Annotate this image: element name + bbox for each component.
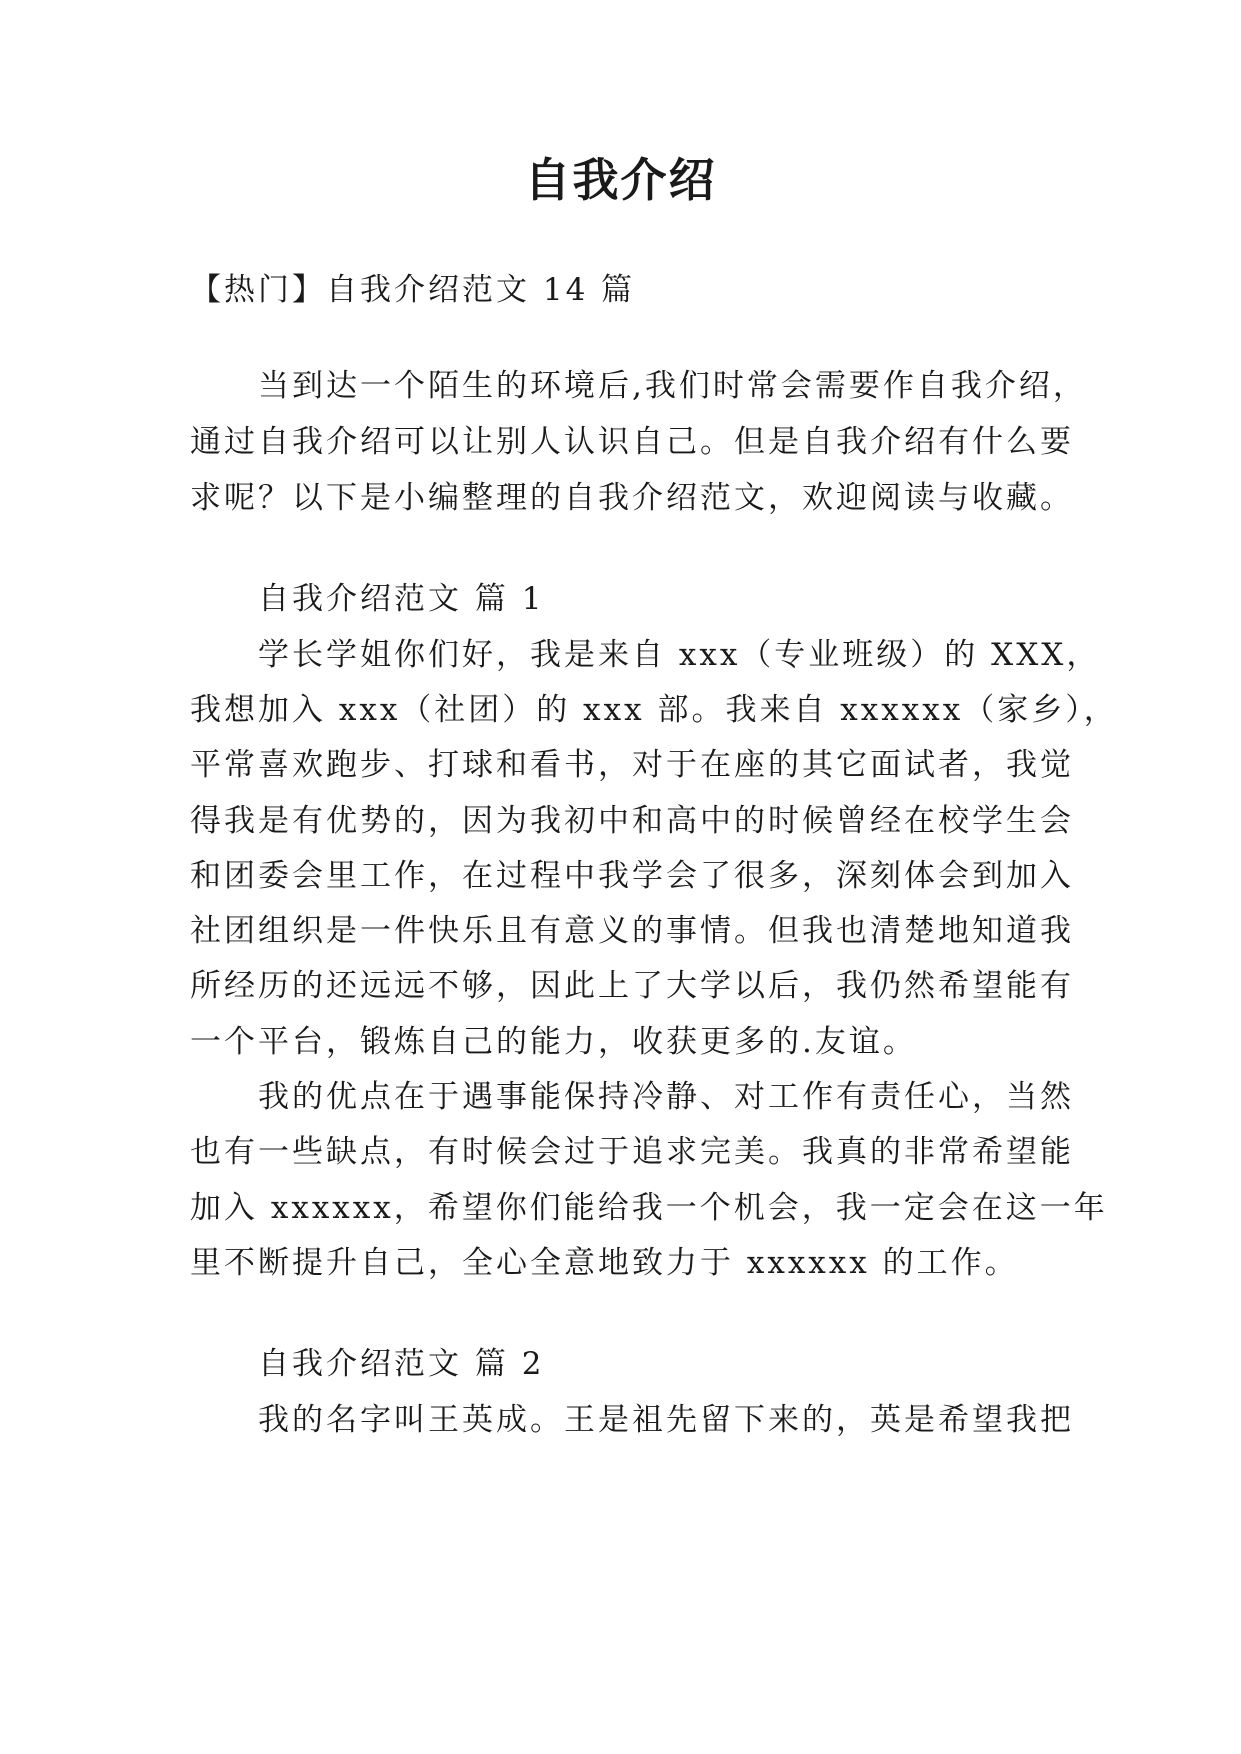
paragraph-line: 学长学姐你们好，我是来自 xxx（专业班级）的 XXX，	[258, 637, 1101, 673]
intro-line: 当到达一个陌生的环境后,我们时常会需要作自我介绍，	[258, 368, 1087, 404]
document-subtitle: 【热门】自我介绍范文 14 篇	[190, 272, 636, 308]
paragraph-line: 得我是有优势的，因为我初中和高中的时候曾经在校学生会	[190, 803, 1074, 839]
paragraph-line: 社团组织是一件快乐且有意义的事情。但我也清楚地知道我	[190, 913, 1074, 949]
paragraph-line: 我的名字叫王英成。王是祖先留下来的，英是希望我把	[258, 1402, 1074, 1438]
paragraph-line: 一个平台，锻炼自己的能力，收获更多的.友谊。	[190, 1024, 917, 1060]
intro-line: 求呢？以下是小编整理的自我介绍范文，欢迎阅读与收藏。	[190, 480, 1074, 516]
paragraph-line: 和团委会里工作，在过程中我学会了很多，深刻体会到加入	[190, 858, 1074, 894]
paragraph-line: 我的优点在于遇事能保持冷静、对工作有责任心，当然	[258, 1079, 1074, 1115]
paragraph-line: 也有一些缺点，有时候会过于追求完美。我真的非常希望能	[190, 1134, 1074, 1170]
section-heading: 自我介绍范文 篇 1	[258, 581, 545, 617]
section-heading: 自我介绍范文 篇 2	[258, 1346, 545, 1382]
paragraph-line: 平常喜欢跑步、打球和看书，对于在座的其它面试者，我觉	[190, 747, 1074, 783]
document-title: 自我介绍	[524, 153, 717, 207]
intro-line: 通过自我介绍可以让别人认识自己。但是自我介绍有什么要	[190, 424, 1074, 460]
paragraph-line: 我想加入 xxx（社团）的 xxx 部。我来自 xxxxxx（家乡），	[190, 692, 1118, 728]
paragraph-line: 所经历的还远远不够，因此上了大学以后，我仍然希望能有	[190, 968, 1074, 1004]
paragraph-line: 里不断提升自己，全心全意地致力于 xxxxxx 的工作。	[190, 1245, 1019, 1281]
paragraph-line: 加入 xxxxxx，希望你们能给我一个机会，我一定会在这一年	[190, 1190, 1108, 1226]
